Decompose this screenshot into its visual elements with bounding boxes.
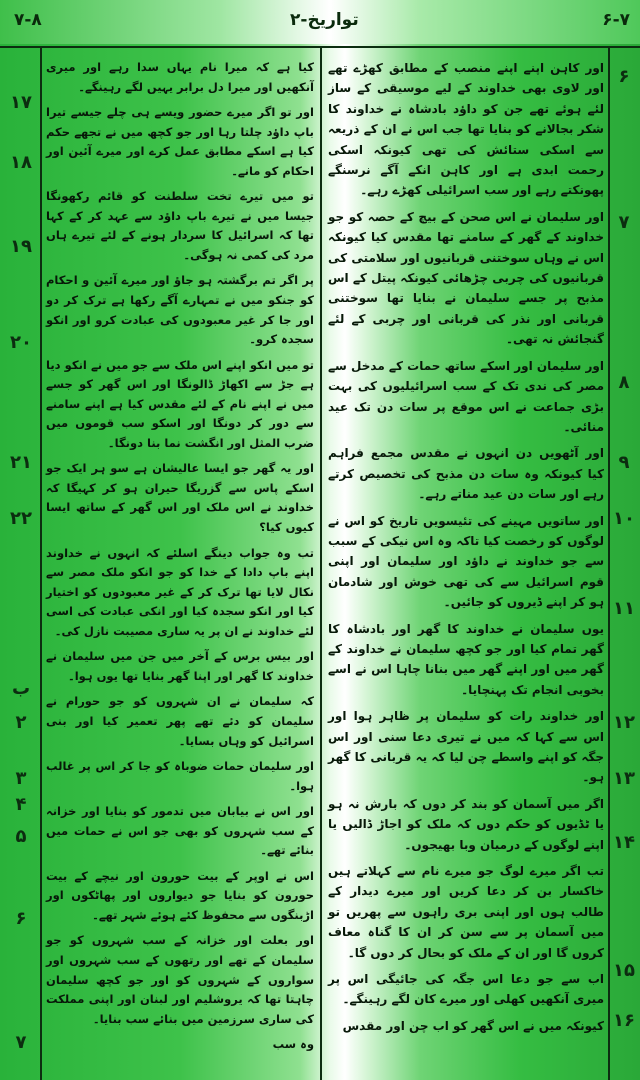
verse-paragraph: کیا ہے کہ میرا نام یہاں سدا رہے اور میری آنکھیں اور میرا دل برابر یہیں لگے رہینگے۔ bbox=[46, 60, 314, 94]
verse-number: ب bbox=[11, 678, 31, 699]
verse-paragraph: کہ سلیمان نے ان شہروں کو جو حورام نے سلیمان کو دئے تھے پھر تعمیر کیا اور بنی اسرائیل کو وہاں بسایا۔ bbox=[46, 694, 314, 748]
verse-number: ۱۸ bbox=[10, 152, 32, 173]
verse-paragraph: تب اگر میرے لوگ جو میرے نام سے کہلاتے ہیں خاکسار بن کر دعا کریں اور میرے دیدار کے طالب ہوں اور اپنی بری راہوں سے پھریں تو میں آسمان پر سے سن کر ان کا گناہ معاف کروں گا اور ان کے ملک کو بحال کر دوں گا۔ bbox=[328, 864, 604, 960]
verse-paragraph: اور یہ گھر جو ایسا عالیشان ہے سو ہر ایک جو اسکے پاس سے گزریگا حیران ہو کر کہیگا کہ خداوند نے اس ملک اور اس گھر کے ساتھ ایسا کیوں کیا؟ bbox=[46, 461, 314, 535]
verse-number: ۲۰ bbox=[10, 332, 32, 353]
verse-number: ۷ bbox=[618, 212, 630, 233]
verse-number: ۶ bbox=[618, 66, 630, 87]
column-divider bbox=[320, 48, 322, 1080]
verse-paragraph: اور ساتویں مہینے کی تئیسویں تاریخ کو اس نے لوگوں کو رخصت کیا تاکہ وہ اس نیکی کے سبب سے جو خداوند نے داؤد اور سلیمان اور اپنی قوم اسرائیل سے کی تھی خوش اور شادمان ہو کر اپنے ڈیروں کو جائیں۔ bbox=[328, 513, 604, 610]
verse-number: ۱۱ bbox=[613, 598, 635, 619]
verse-number: ۲۱ bbox=[10, 452, 32, 473]
verse-paragraph: تب وہ جواب دینگے اسلئے کہ انہوں نے خداوند اپنے باپ دادا کے خدا کو جو انکو ملک مصر سے نکال لایا تھا ترک کر کے غیر معبودوں کو اختیار کیا اور انکو سجدہ کیا اور انکی عبادت کی اسی لئے خداوند نے ان پر یہ ساری مصیبت نازل کی۔ bbox=[46, 545, 314, 638]
verse-paragraph: اور سلیمان اور اسکے ساتھ حمات کے مدخل سے مصر کی ندی تک کے سب اسرائیلیوں کی بہت بڑی جماعت نے اس موقع پر سات دن تک عید منائی۔ bbox=[328, 358, 604, 434]
verse-number: ۸ bbox=[618, 372, 630, 393]
verse-paragraph: کیونکہ میں نے اس گھر کو اب چن اور مقدس bbox=[342, 1018, 604, 1033]
verse-number: ۱۷ bbox=[10, 92, 32, 113]
verse-number: ۱۹ bbox=[10, 236, 32, 257]
verse-paragraph: یوں سلیمان نے خداوند کا گھر اور بادشاہ کا گھر تمام کیا اور جو کچھ سلیمان نے خداوند کے گھر میں اور اپنے گھر میں بنانا چاہا اس نے اسے بخوبی انجام تک پہنچایا۔ bbox=[328, 621, 604, 697]
verse-paragraph: اور خداوند رات کو سلیمان پر ظاہر ہوا اور اس سے کہا کہ میں نے تیری دعا سنی اور اس جگہ کو اپنے واسطے چن لیا کہ یہ قربانی کا گھر ہو۔ bbox=[328, 709, 604, 785]
verse-paragraph: تو میں تیرے تخت سلطنت کو قائم رکھونگا جیسا میں نے تیرے باپ داؤد سے عہد کر کے کہا تھا کہ اسرائیل کا سردار ہونے کے لئے تیرے ہاں مرد کی کمی نہ ہوگی۔ bbox=[46, 189, 314, 262]
verse-number: ۲ bbox=[15, 712, 27, 733]
right-text-column bbox=[328, 58, 604, 1042]
verse-number: ۶ bbox=[15, 908, 27, 929]
right-chapter-reference: ۶-۷ bbox=[602, 10, 630, 30]
verse-paragraph: اور کاہن اپنے اپنے منصب کے مطابق کھڑے تھے اور لاوی بھی خداوند کے لیے موسیقی کے ساز لئے ہوئے تھے جن کو داؤد بادشاہ نے خداوند کا شکر بجالانے کو بنایا تھا جب اس نے ان کے ذریعہ سے اسکی ستائش کی تھی کیونکہ اسکی رحمت ابدی ہے اور کاہن انکے آگے نرسنگے پھونکتے رہے اور سب اسرائیلی کھڑے رہے۔ bbox=[328, 61, 604, 198]
verse-number: ۳ bbox=[15, 768, 27, 789]
verse-number: ۹ bbox=[618, 452, 630, 473]
verse-paragraph: اور تو اگر میرے حضور ویسے ہی چلے جیسے تیرا باپ داؤد چلتا رہا اور جو کچھ میں نے تجھے حکم کیا ہے اسکے مطابق عمل کرے اور میرے آئین اور احکام کو مانے۔ bbox=[46, 105, 314, 178]
verse-paragraph: اور سلیمان نے اس صحن کے بیچ کے حصہ کو جو خداوند کے گھر کے سامنے تھا مقدس کیا کیونکہ اس نے وہاں سوختنی قربانیوں اور سلامتی کی قربانیوں کی چربی چڑھائی کیونکہ پیتل کے اس مذبح پر جسے سلیمان نے بنایا تھا سوختنی قربانی اور نذر کی قربانی اور چربی کے لئے گنجائش نہ تھی۔ bbox=[328, 209, 604, 347]
verse-number: ۲۲ bbox=[10, 508, 32, 529]
verse-number: ۱۶ bbox=[613, 1010, 635, 1031]
verse-paragraph: پر اگر تم برگشتہ ہو جاؤ اور میرے آئین و احکام کو جنکو میں نے تمہارے آگے رکھا ہے ترک کر دو اور جا کر غیر معبودوں کی عبادت کرو اور انکو سجدہ کرو۔ bbox=[46, 273, 314, 347]
verse-paragraph: اس نے اوپر کے بیت حورون اور نیچے کے بیت حورون کو بنایا جو دیواروں اور پھاٹکوں اور اڑبنگوں سے محفوظ کئے ہوئے شہر تھے۔ bbox=[46, 868, 314, 922]
left-margin-divider bbox=[40, 48, 42, 1080]
page-header bbox=[0, 0, 640, 44]
right-margin-divider bbox=[608, 48, 610, 1080]
verse-number: ۱۴ bbox=[613, 832, 635, 853]
book-title: ۲-تواریخ bbox=[290, 10, 359, 30]
verse-paragraph: اگر میں آسمان کو بند کر دوں کہ بارش نہ ہو یا ٹڈیوں کو حکم دوں کہ ملک کو اجاڑ ڈالیں یا اپنے لوگوں کے درمیان وبا بھیجوں۔ bbox=[328, 796, 604, 852]
verse-number: ۱۵ bbox=[613, 960, 635, 981]
verse-number: ۱۰ bbox=[613, 508, 635, 529]
verse-paragraph: اور آٹھویں دن انہوں نے مقدس مجمع فراہم کیا کیونکہ وہ سات دن مذبح کی تخصیص کرتے رہے اور سات دن عید مناتے رہے۔ bbox=[328, 446, 604, 502]
left-text-column bbox=[46, 58, 314, 1061]
verse-paragraph: اور بعلت اور خزانہ کے سب شہروں کو جو سلیمان کے تھے اور رتھوں کے سب شہروں اور سواروں کے شہروں کو اور جو کچھ سلیمان چاہتا تھا کہ یروشلیم اور لبنان اور اپنی مملکت کی ساری سرزمین میں بنائے سب بنایا۔ bbox=[46, 933, 314, 1026]
verse-number: ۴ bbox=[15, 794, 27, 815]
verse-number: ۷ bbox=[15, 1032, 27, 1053]
verse-paragraph: اور بیس برس کے آخر میں جن میں سلیمان نے خداوند کا گھر اور اپنا گھر بنایا تھا یوں ہوا۔ bbox=[46, 649, 314, 683]
verse-paragraph: اور اس نے بیابان میں تدمور کو بنایا اور خزانہ کے سب شہروں کو بھی جو اس نے حمات میں بنائے تھے۔ bbox=[46, 804, 314, 858]
verse-number: ۵ bbox=[15, 826, 27, 847]
verse-paragraph: اور سلیمان حمات ضوباہ کو جا کر اس پر غالب ہوا۔ bbox=[46, 759, 314, 793]
verse-paragraph: اب سے جو دعا اس جگہ کی جائیگی اس پر میری آنکھیں کھلی اور میرے کان لگے رہینگے۔ bbox=[328, 972, 604, 1007]
verse-paragraph: وہ سب bbox=[272, 1037, 314, 1052]
left-chapter-reference: ۷-۸ bbox=[14, 10, 42, 30]
verse-paragraph: تو میں انکو اپنے اس ملک سے جو میں نے انکو دیا ہے جڑ سے اکھاڑ ڈالونگا اور اس گھر کو جسے میں نے اپنے نام کے لئے مقدس کیا ہے اپنے سامنے سے دور کر دونگا اور اسکو سب قوموں میں ضرب المثل اور انگشت نما بنا دونگا۔ bbox=[46, 357, 314, 450]
verse-number: ۱۳ bbox=[613, 768, 635, 789]
verse-number: ۱۲ bbox=[613, 712, 635, 733]
